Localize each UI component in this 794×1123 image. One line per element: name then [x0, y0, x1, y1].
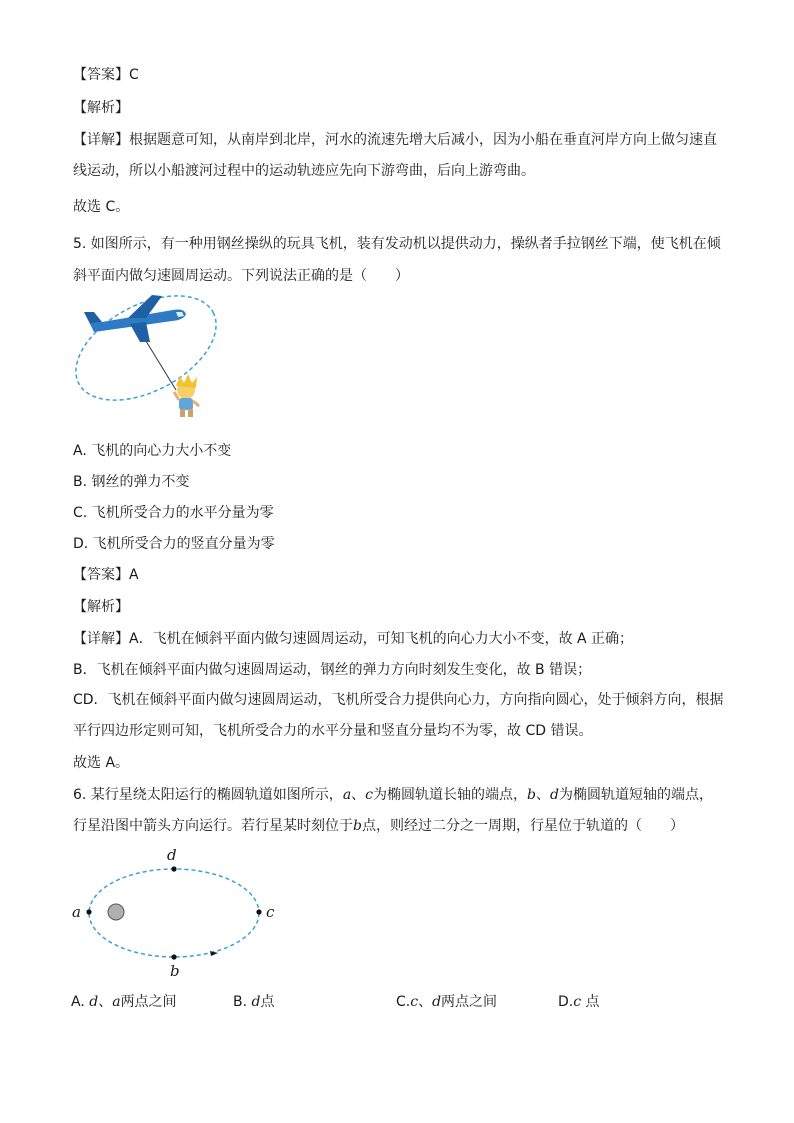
detail-line-2: 线运动，所以小船渡河过程中的运动轨迹应先向下游弯曲，后向上游弯曲。 — [73, 163, 535, 179]
q5-option-c: C. 飞机所受合力的水平分量为零 — [73, 505, 274, 521]
detail-line-1: 【详解】A．飞机在倾斜平面内做匀速圆周运动，可知飞机的向心力大小不变，故 A 正确； — [73, 631, 634, 647]
conclusion: 故选 C。 — [73, 199, 130, 215]
analysis-tag: 【解析】 — [73, 100, 129, 116]
q6-stem-line-2: 行星沿图中箭头方向运行。若行星某时刻位于b点，则经过二分之一周期，行星位于轨道的（ ） — [73, 818, 684, 834]
analysis-tag: 【解析】 — [73, 599, 129, 615]
q6-option-b: B. d点 — [233, 994, 275, 1010]
point-c-dot — [256, 909, 261, 914]
airplane-icon — [84, 295, 186, 342]
sun-icon — [108, 904, 124, 920]
point-d-dot — [171, 866, 176, 871]
label-d: d — [167, 846, 177, 864]
q5-option-a: A. 飞机的向心力大小不变 — [73, 443, 232, 459]
q6-option-c: C.c、d两点之间 — [396, 994, 498, 1010]
answer-value: A — [129, 567, 139, 583]
detail-line-2: B．飞机在倾斜平面内做匀速圆周运动，钢丝的弹力方向时刻发生变化，故 B 错误； — [73, 662, 592, 678]
toy-plane-figure — [68, 290, 228, 420]
point-b-dot — [171, 954, 176, 959]
q5-option-b: B. 钢丝的弹力不变 — [73, 474, 190, 490]
conclusion: 故选 A。 — [73, 755, 130, 771]
answer-tag: 【答案】 — [73, 567, 129, 583]
q6-option-d: D.c 点 — [558, 994, 600, 1010]
detail-tag: 【详解】 — [73, 132, 129, 148]
point-a-dot — [86, 909, 91, 914]
q6-stem-line-1: 6. 某行星绕太阳运行的椭圆轨道如图所示，a、c为椭圆轨道长轴的端点，b、d为椭圆轨道短轴的端点， — [73, 787, 713, 803]
detail-tag: 【详解】 — [73, 631, 129, 647]
detail-line-1: 【详解】根据题意可知，从南岸到北岸，河水的流速先增大后减小，因为小船在垂直河岸方向上做匀速直 — [73, 132, 717, 148]
label-a: a — [72, 903, 81, 921]
answer-line — [73, 65, 139, 85]
q6-option-a: A. d、a两点之间 — [71, 994, 177, 1010]
label-c: c — [266, 903, 275, 921]
label-b: b — [170, 962, 180, 980]
orbit-diagram — [64, 842, 284, 982]
answer-value: C — [129, 67, 139, 83]
q5-stem-line-2: 斜平面内做匀速圆周运动。下列说法正确的是（ ） — [73, 268, 409, 284]
detail-line-3: CD．飞机在倾斜平面内做匀速圆周运动，飞机所受合力提供向心力，方向指向圆心，处于倾斜方向，根据 — [73, 692, 724, 708]
answer-tag: 【答案】 — [73, 67, 129, 83]
detail-line-4: 平行四边形定则可知，飞机所受合力的水平分量和竖直分量均不为零，故 CD 错误。 — [73, 723, 593, 739]
q5-stem-line-1: 5. 如图所示，有一种用钢丝操纵的玩具飞机，装有发动机以提供动力，操纵者手拉钢丝下端，使飞机在倾 — [73, 236, 721, 252]
q6-options — [71, 992, 631, 1012]
q5-option-d: D. 飞机所受合力的竖直分量为零 — [73, 536, 275, 552]
answer-line — [73, 565, 139, 585]
operator-child-icon — [174, 374, 199, 417]
